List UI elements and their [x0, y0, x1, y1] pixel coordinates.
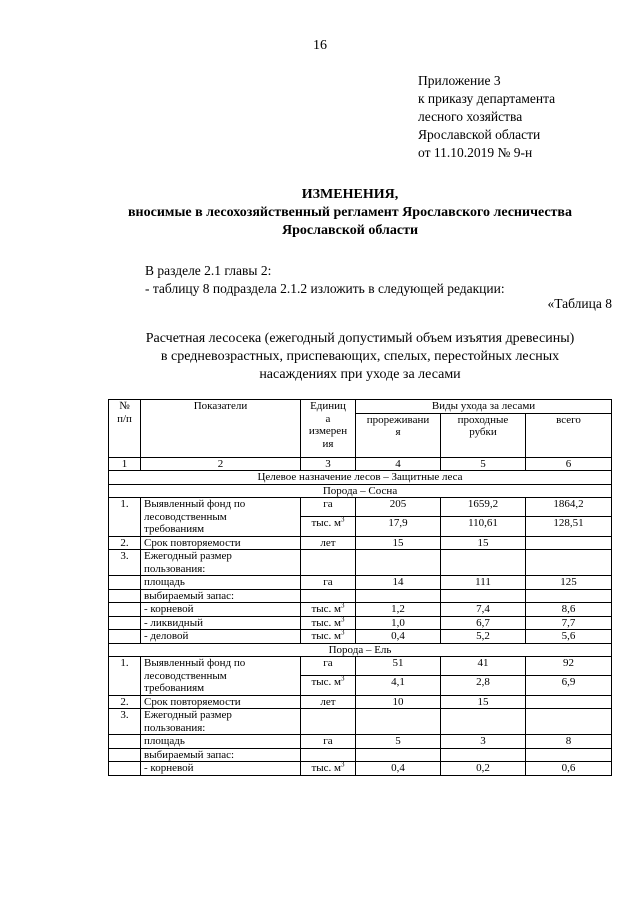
- value-cell: 5: [356, 735, 441, 749]
- row-label: площадь: [141, 735, 301, 749]
- table-row: [109, 695, 612, 709]
- caption-line: насаждениях при уходе за лесами: [259, 367, 461, 382]
- unit-cell: лет: [301, 536, 356, 550]
- value-cell: 125: [526, 576, 612, 590]
- column-number: 3: [301, 457, 356, 471]
- table-row: [109, 603, 612, 617]
- row-number: 2.: [109, 695, 141, 709]
- row-label: выбираемый запас:: [141, 748, 301, 762]
- table-row: [109, 498, 612, 517]
- row-label: выбираемый запас:: [141, 589, 301, 603]
- appendix-block: [418, 72, 555, 162]
- value-cell: [526, 536, 612, 550]
- section-row: [109, 471, 612, 485]
- row-number: 1.: [109, 498, 141, 537]
- appendix-line: Приложение 3: [418, 73, 501, 88]
- caption-line: Расчетная лесосека (ежегодный допустимый объем изъятия древесины): [145, 331, 575, 346]
- column-numbers-row: [109, 457, 612, 471]
- allowable-cut-table: [108, 399, 612, 776]
- value-cell: 4,1: [356, 676, 441, 695]
- unit-cell: тыс. $м^3$: [301, 676, 356, 695]
- column-number: 6: [526, 457, 612, 471]
- value-cell: 1,0: [356, 616, 441, 630]
- value-cell: 111: [441, 576, 526, 590]
- value-cell: 110,61: [441, 517, 526, 536]
- appendix-line: лесного хозяйства: [418, 109, 523, 124]
- row-number: 2.: [109, 536, 141, 550]
- table-row: [109, 616, 612, 630]
- forest-purpose: Целевое назначение лесов – Защитные леса: [109, 471, 612, 485]
- value-cell: 7,4: [441, 603, 526, 617]
- row-label: Ежегодный размер пользования:: [141, 550, 301, 576]
- value-cell: 15: [441, 695, 526, 709]
- table-row: [109, 709, 612, 735]
- value-cell: [526, 695, 612, 709]
- row-number: 3.: [109, 709, 141, 735]
- row-label: Срок повторяемости: [141, 695, 301, 709]
- table-row: [109, 550, 612, 576]
- table-row: [109, 657, 612, 676]
- table-caption: [100, 330, 620, 384]
- value-cell: 1,2: [356, 603, 441, 617]
- appendix-line: Ярославской области: [418, 127, 541, 142]
- unit-cell: га: [301, 657, 356, 676]
- value-cell: 8,6: [526, 603, 612, 617]
- table-row: [109, 762, 612, 776]
- table-row: [109, 576, 612, 590]
- species-spruce: Порода – Ель: [109, 643, 612, 657]
- unit-cell: га: [301, 735, 356, 749]
- intro-line: В разделе 2.1 главы 2:: [145, 263, 272, 278]
- intro-text: [145, 262, 505, 298]
- header-total: всего: [526, 413, 612, 457]
- unit-cell: лет: [301, 695, 356, 709]
- value-cell: 1659,2: [441, 498, 526, 517]
- page-number: 16: [313, 38, 327, 53]
- value-cell: 3: [441, 735, 526, 749]
- value-cell: 0,4: [356, 630, 441, 644]
- value-cell: 2,8: [441, 676, 526, 695]
- row-label: Срок повторяемости: [141, 536, 301, 550]
- value-cell: 0,4: [356, 762, 441, 776]
- value-cell: 7,7: [526, 616, 612, 630]
- value-cell: 0,6: [526, 762, 612, 776]
- section-row: [109, 484, 612, 498]
- header-pass-cutting: проходные рубки: [441, 413, 526, 457]
- column-number: 1: [109, 457, 141, 471]
- section-row: [109, 643, 612, 657]
- value-cell: 17,9: [356, 517, 441, 536]
- document-title: [60, 186, 640, 240]
- column-number: 4: [356, 457, 441, 471]
- table-reference: «Таблица 8: [547, 296, 612, 311]
- column-number: 5: [441, 457, 526, 471]
- row-number: 1.: [109, 657, 141, 696]
- unit-cell: га: [301, 498, 356, 517]
- value-cell: 41: [441, 657, 526, 676]
- header-unit: Единиц а измерен ия: [301, 400, 356, 458]
- value-cell: 51: [356, 657, 441, 676]
- header-row: [109, 400, 612, 414]
- table-row: [109, 589, 612, 603]
- unit-cell: тыс. $м^3$: [301, 762, 356, 776]
- value-cell: 5,6: [526, 630, 612, 644]
- value-cell: 205: [356, 498, 441, 517]
- row-label: Ежегодный размер пользования:: [141, 709, 301, 735]
- value-cell: 10: [356, 695, 441, 709]
- row-label: - корневой: [141, 603, 301, 617]
- unit-cell: га: [301, 576, 356, 590]
- row-label: Выявленный фонд по лесоводственным требованиям: [141, 657, 301, 696]
- column-number: 2: [141, 457, 301, 471]
- header-thinning: прореживани я: [356, 413, 441, 457]
- caption-line: в средневозрастных, приспевающих, спелых, перестойных лесных: [160, 349, 560, 364]
- row-number: 3.: [109, 550, 141, 576]
- title-line: вносимые в лесохозяйственный регламент Ярославского лесничества: [128, 205, 572, 220]
- unit-cell: тыс. $м^3$: [301, 630, 356, 644]
- value-cell: 5,2: [441, 630, 526, 644]
- unit-cell: тыс. $м^3$: [301, 616, 356, 630]
- value-cell: 15: [441, 536, 526, 550]
- value-cell: 14: [356, 576, 441, 590]
- unit-cell: тыс. $м^3$: [301, 603, 356, 617]
- header-number: № п/п: [109, 400, 141, 458]
- appendix-line: от 11.10.2019 № 9-н: [418, 145, 533, 160]
- unit-cell: тыс. $м^3$: [301, 517, 356, 536]
- title-line: Ярославской области: [281, 223, 419, 238]
- appendix-line: к приказу департамента: [418, 91, 556, 106]
- value-cell: 92: [526, 657, 612, 676]
- table-row: [109, 536, 612, 550]
- header-indicators: Показатели: [141, 400, 301, 458]
- table-row: [109, 748, 612, 762]
- species-pine: Порода – Сосна: [109, 484, 612, 498]
- value-cell: 6,7: [441, 616, 526, 630]
- header-care-types: Виды ухода за лесами: [356, 400, 612, 414]
- row-label: - ликвидный: [141, 616, 301, 630]
- row-label: - деловой: [141, 630, 301, 644]
- row-label: - корневой: [141, 762, 301, 776]
- table-row: [109, 630, 612, 644]
- value-cell: 128,51: [526, 517, 612, 536]
- value-cell: 6,9: [526, 676, 612, 695]
- value-cell: 8: [526, 735, 612, 749]
- value-cell: 15: [356, 536, 441, 550]
- title-line: ИЗМЕНЕНИЯ,: [301, 187, 399, 202]
- table-row: [109, 735, 612, 749]
- value-cell: 0,2: [441, 762, 526, 776]
- value-cell: 1864,2: [526, 498, 612, 517]
- row-label: площадь: [141, 576, 301, 590]
- row-label: Выявленный фонд по лесоводственным требованиям: [141, 498, 301, 537]
- intro-line: - таблицу 8 подраздела 2.1.2 изложить в следующей редакции:: [145, 281, 505, 296]
